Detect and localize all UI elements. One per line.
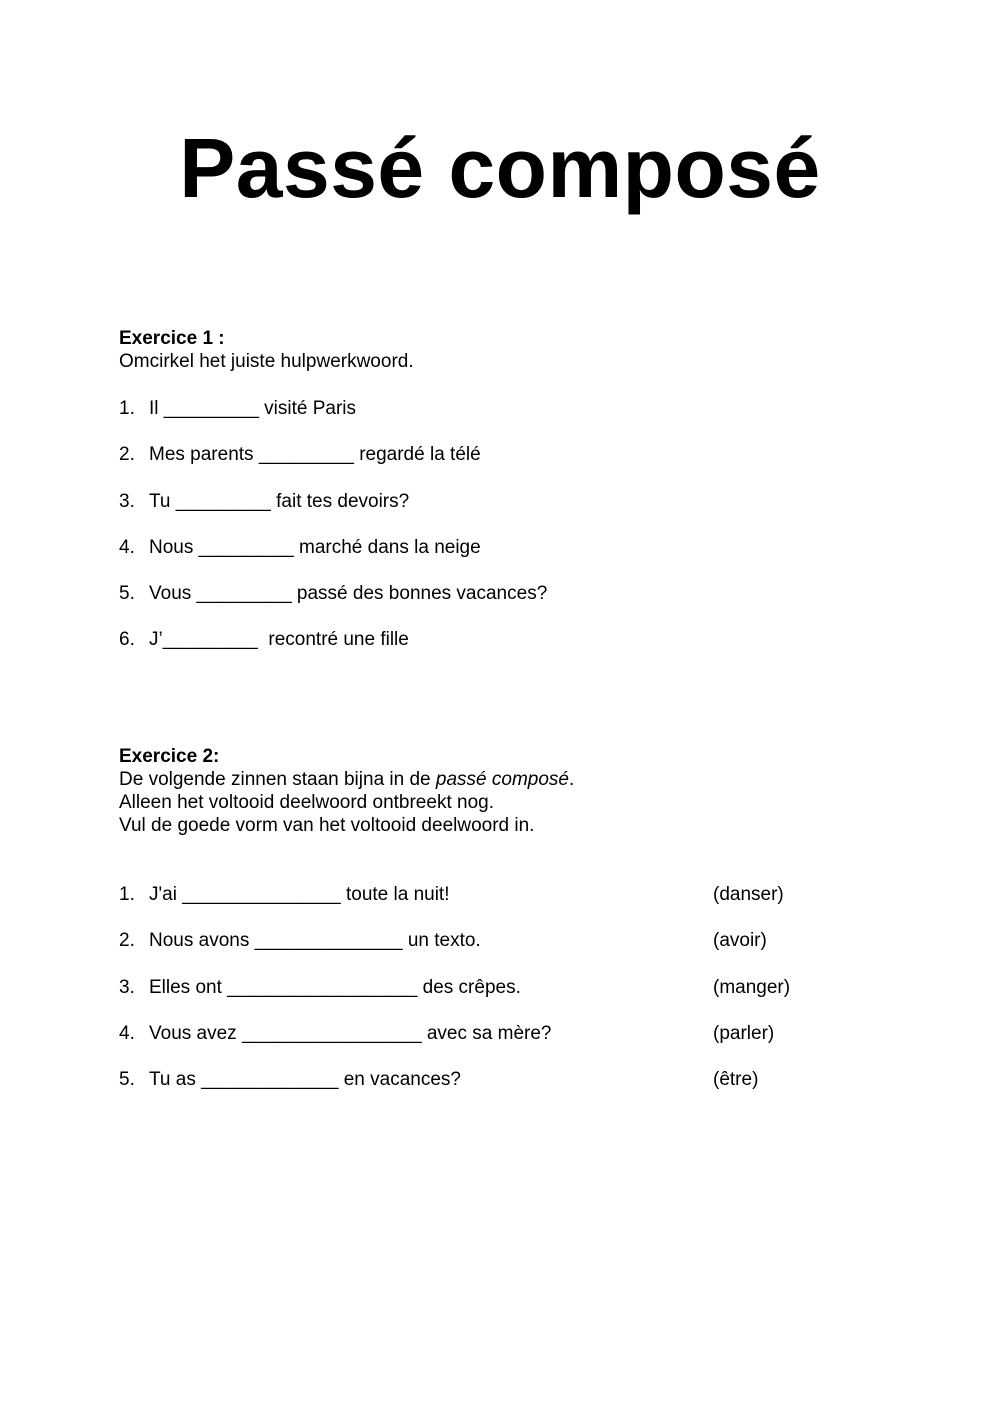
item-number: 3. — [119, 976, 135, 998]
exercise-2-instruction-line-1 — [119, 768, 899, 791]
item-number: 2. — [119, 930, 135, 952]
item-number: 2. — [119, 444, 135, 466]
item-sentence: Vous avez _________________ avec sa mère? — [149, 1022, 552, 1044]
item-sentence: Elles ont __________________ des crêpes. — [149, 976, 521, 998]
exercise-2-item — [119, 976, 899, 1022]
item-number: 4. — [119, 1022, 135, 1044]
item-number: 5. — [119, 583, 135, 605]
exercise-2-heading: Exercice 2: — [119, 746, 220, 767]
item-number: 3. — [119, 490, 135, 512]
exercise-1-item — [119, 443, 899, 489]
item-sentence: Tu _________ fait tes devoirs? — [149, 490, 410, 512]
exercise-2-item — [119, 1068, 899, 1114]
item-number: 1. — [119, 398, 135, 419]
exercise-1-heading: Exercice 1 : — [119, 328, 225, 349]
exercise-1-list — [119, 397, 899, 675]
exercise-2-instruction-line-2: Alleen het voltooid deelwoord ontbreekt nog. — [119, 792, 494, 813]
exercise-2-header — [119, 745, 899, 837]
item-number: 4. — [119, 536, 135, 558]
exercise-1-item — [119, 397, 899, 443]
exercise-2-list — [119, 883, 899, 1114]
exercise-1-item — [119, 582, 899, 628]
exercise-1-instruction: Omcirkel het juiste hulpwerkwoord. — [119, 351, 414, 372]
item-number: 1. — [119, 884, 135, 905]
exercise-2-instruction-line-3: Vul de goede vorm van het voltooid deelwoord in. — [119, 815, 535, 836]
exercise-2-item — [119, 1022, 899, 1068]
item-verb-hint: (être) — [713, 1069, 759, 1091]
exercise-1-item — [119, 628, 899, 674]
item-sentence: Nous _________ marché dans la neige — [149, 536, 481, 558]
instruction-emphasis: passé composé — [435, 769, 569, 790]
item-sentence: Tu as _____________ en vacances? — [149, 1069, 461, 1091]
instruction-prefix: De volgende zinnen staan bijna in de — [119, 769, 436, 790]
item-sentence: Mes parents _________ regardé la télé — [149, 444, 481, 466]
item-sentence: J’_________ recontré une fille — [149, 629, 409, 651]
item-sentence: Il _________ visité Paris — [149, 398, 357, 419]
exercise-1-header — [119, 327, 899, 373]
exercise-2-item — [119, 929, 899, 975]
page-title: Passé composé — [179, 121, 821, 215]
item-sentence: Vous _________ passé des bonnes vacances? — [149, 583, 548, 605]
item-verb-hint: (avoir) — [713, 930, 767, 952]
item-number: 5. — [119, 1069, 135, 1091]
exercise-2-item — [119, 883, 899, 929]
exercise-1-item — [119, 536, 899, 582]
item-number: 6. — [119, 629, 135, 651]
item-sentence: Nous avons ______________ un texto. — [149, 930, 481, 952]
instruction-suffix: . — [568, 769, 575, 790]
item-sentence: J'ai _______________ toute la nuit! — [149, 884, 450, 905]
item-verb-hint: (manger) — [713, 976, 791, 998]
item-verb-hint: (parler) — [713, 1022, 775, 1044]
item-verb-hint: (danser) — [713, 884, 784, 905]
exercise-1-item — [119, 490, 899, 536]
